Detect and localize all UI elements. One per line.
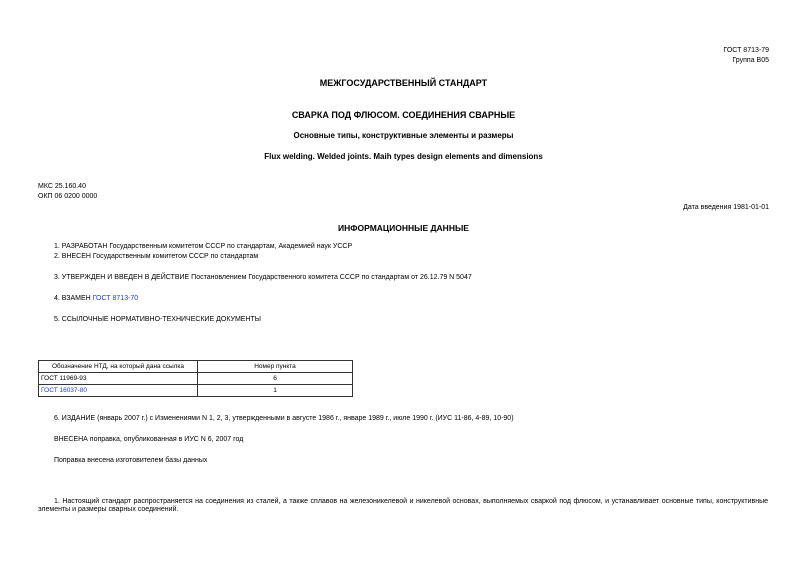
table-cell-item-number: 6 — [198, 373, 353, 385]
table-header-item-number: Номер пункта — [198, 361, 353, 373]
table-row — [39, 385, 353, 397]
interstate-standard-heading: МЕЖГОСУДАРСТВЕННЫЙ СТАНДАРТ — [319, 78, 488, 88]
info-item-approved: 3. УТВЕРЖДЕН И ВВЕДЕН В ДЕЙСТВИЕ Постановлением Государственного комитета СССР по стандартам от 26.12.79 N 5047 — [54, 274, 472, 281]
amendment-published: ВНЕСЕНА поправка, опубликованная в ИУС N 6, 2007 год — [54, 436, 244, 443]
table-header-document: Обозначение НТД, на который дана ссылка — [39, 361, 198, 373]
info-item-replaces — [54, 295, 138, 303]
table-cell-document-link[interactable]: ГОСТ 16037-80 — [39, 385, 198, 397]
reference-documents-table — [38, 360, 353, 397]
introduction-date: Дата введения 1981-01-01 — [683, 204, 769, 211]
info-item-edition: 6. ИЗДАНИЕ (январь 2007 г.) с Изменениями N 1, 2, 3, утвержденными в августе 1986 г., январе 1989 г., июле 1990 г. (ИУС 11-86, 4-89, 10-90) — [54, 415, 514, 422]
standard-title: СВАРКА ПОД ФЛЮСОМ. СОЕДИНЕНИЯ СВАРНЫЕ — [291, 110, 516, 120]
scope-paragraph: 1. Настоящий стандарт распространяется на соединения из сталей, а также сплавов на железоникелевой и никелевой основах, выполняемых сваркой под флюсом, и устанавливает основные типы, конструктивные элементы и размеры сварных соединений. — [38, 498, 768, 514]
table-header-row — [39, 361, 353, 373]
amendment-note: Поправка внесена изготовителем базы данных — [54, 457, 208, 464]
okp-code: ОКП 06 0200 0000 — [38, 193, 98, 200]
info-data-heading: ИНФОРМАЦИОННЫЕ ДАННЫЕ — [338, 223, 469, 233]
english-title: Flux welding. Welded joints. Maih types design elements and dimensions — [264, 152, 543, 161]
table-cell-item-number: 1 — [198, 385, 353, 397]
replaces-label: 4. ВЗАМЕН — [54, 295, 93, 302]
document-group: Группа В05 — [732, 57, 769, 64]
table-row — [39, 373, 353, 385]
standard-subtitle: Основные типы, конструктивные элементы и размеры — [293, 131, 514, 140]
mks-code: МКС 25.160.40 — [38, 183, 86, 190]
info-item-submitted: 2. ВНЕСЕН Государственным комитетом СССР по стандартам — [54, 253, 259, 260]
info-item-developed: 1. РАЗРАБОТАН Государственным комитетом СССР по стандартам, Академией наук УССР — [54, 243, 353, 250]
info-item-references: 5. ССЫЛОЧНЫЕ НОРМАТИВНО-ТЕХНИЧЕСКИЕ ДОКУМЕНТЫ — [54, 316, 261, 323]
document-number: ГОСТ 8713-79 — [723, 47, 769, 54]
replaced-standard-link[interactable]: ГОСТ 8713-70 — [92, 295, 139, 302]
table-cell-document: ГОСТ 11969-93 — [39, 373, 198, 385]
